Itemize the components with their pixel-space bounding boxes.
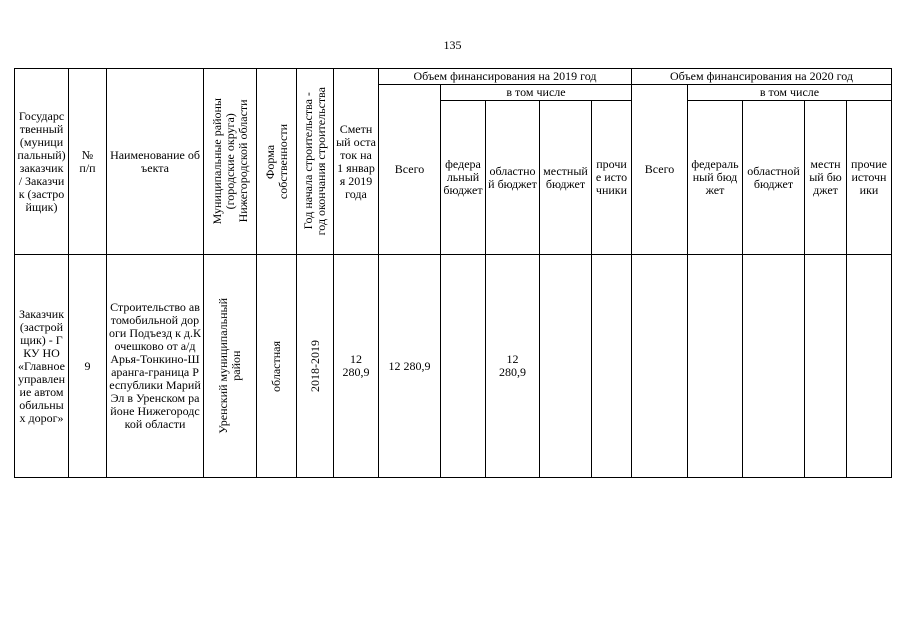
header-estimate: Сметный остаток на 1 января 2019 года (334, 69, 379, 255)
header-number: № п/п (69, 69, 107, 255)
header-other-2019: прочие источники (592, 101, 632, 255)
header-local-2019: местный бюджет (540, 101, 592, 255)
cell-estimate: 12 280,9 (334, 255, 379, 478)
header-financing-2019: Объем финансирования на 2019 год (379, 69, 632, 85)
header-ownership: Форма собственности (257, 69, 297, 255)
cell-other-2019 (592, 255, 632, 478)
header-including-2020: в том числе (688, 85, 892, 101)
header-local-2020: местный бюджет (805, 101, 847, 255)
table-row (15, 255, 892, 478)
header-regional-2019: областной бюджет (486, 101, 540, 255)
header-years: Год начала строительства - год окончания строительства (297, 69, 334, 255)
financing-table (14, 68, 892, 478)
header-other-2020: прочие источники (847, 101, 892, 255)
cell-number: 9 (69, 255, 107, 478)
header-total-2020: Всего (632, 85, 688, 255)
header-financing-2020: Объем финансирования на 2020 год (632, 69, 892, 85)
cell-object-name: Строительство автомобильной дороги Подъезд к д.Кочешково от а/д Арья-Тонкино-Шаранга-граница Республики Марий Эл в Уренском районе Нижегородской области (107, 255, 204, 478)
header-total-2019: Всего (379, 85, 441, 255)
cell-customer: Заказчик (застройщик) - ГКУ НО «Главное управление автомобильных дорог» (15, 255, 69, 478)
header-customer: Государственный (муниципальный) заказчик / Заказчик (застройщик) (15, 69, 69, 255)
cell-regional-2019: 12 280,9 (486, 255, 540, 478)
header-including-2019: в том числе (441, 85, 632, 101)
cell-total-2020 (632, 255, 688, 478)
header-regional-2020: областной бюджет (743, 101, 805, 255)
cell-total-2019: 12 280,9 (379, 255, 441, 478)
header-districts: Муниципальные районы (городские округа) Нижегородской области (204, 69, 257, 255)
cell-local-2019 (540, 255, 592, 478)
header-federal-2019: федеральный бюджет (441, 101, 486, 255)
cell-local-2020 (805, 255, 847, 478)
cell-district: Уренский муниципальный район (204, 255, 257, 478)
cell-regional-2020 (743, 255, 805, 478)
header-name: Наименование объекта (107, 69, 204, 255)
cell-ownership: областная (257, 255, 297, 478)
page-number: 135 (443, 38, 462, 52)
cell-federal-2019 (441, 255, 486, 478)
cell-years: 2018-2019 (297, 255, 334, 478)
cell-other-2020 (847, 255, 892, 478)
header-federal-2020: федеральный бюджет (688, 101, 743, 255)
cell-federal-2020 (688, 255, 743, 478)
